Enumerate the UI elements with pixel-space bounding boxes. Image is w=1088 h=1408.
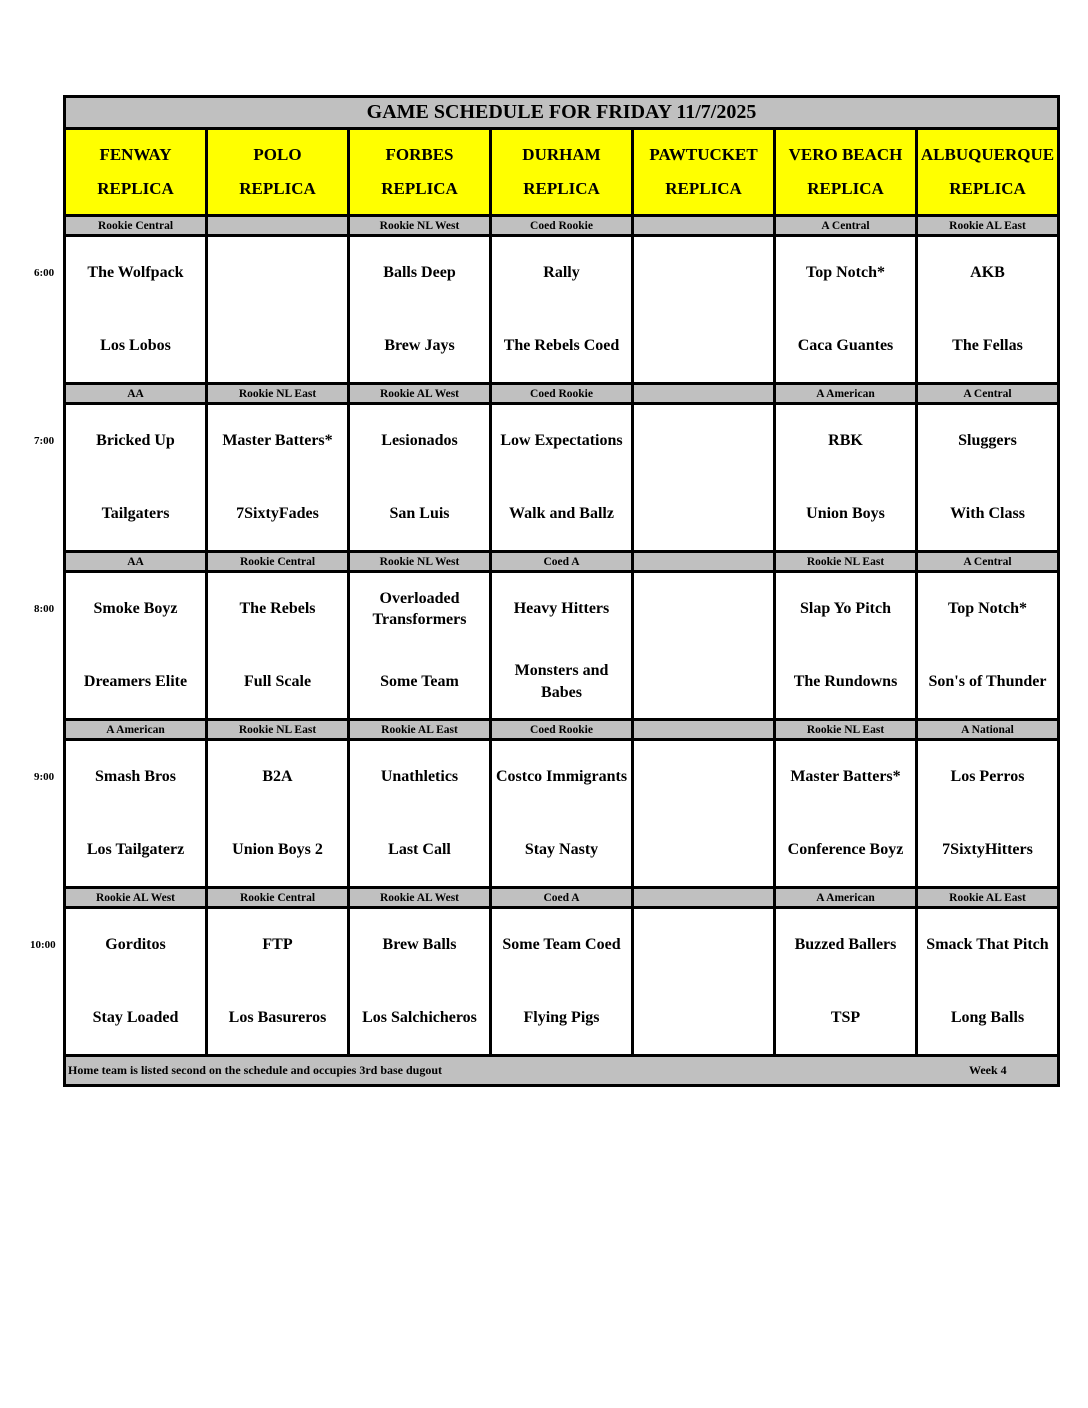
away-team: Buzzed Ballers xyxy=(794,936,897,954)
game-cell xyxy=(776,909,918,1054)
game-cell xyxy=(350,237,492,382)
home-team: Conference Boyz xyxy=(787,840,904,858)
game-cell xyxy=(634,741,776,886)
field-type: REPLICA xyxy=(97,178,174,198)
home-team xyxy=(634,478,773,551)
division-label xyxy=(634,553,776,570)
division-label: Rookie AL East xyxy=(949,219,1026,232)
home-team: Monsters and Babes xyxy=(514,662,609,701)
time-label: 7:00 xyxy=(34,435,55,447)
home-team: Long Balls xyxy=(950,1008,1025,1026)
away-team xyxy=(634,573,773,646)
time-slots xyxy=(66,217,1057,1057)
division-label: A National xyxy=(961,723,1014,736)
division-label: Rookie AL East xyxy=(350,721,492,738)
week-label: Week 4 xyxy=(969,1063,1007,1077)
division-label: A Central xyxy=(963,387,1012,400)
division-label: Rookie NL East xyxy=(208,385,350,402)
home-team: Caca Guantes xyxy=(797,336,894,354)
home-team: Some Team xyxy=(380,672,459,690)
field-type: REPLICA xyxy=(381,178,458,198)
game-cell xyxy=(208,909,350,1054)
away-team: Heavy Hitters xyxy=(513,600,610,618)
field-name: VERO BEACH xyxy=(788,145,903,165)
away-team: Balls Deep xyxy=(383,264,456,282)
division-label: Rookie NL East xyxy=(208,721,350,738)
time-label: 9:00 xyxy=(34,771,55,783)
away-team xyxy=(634,405,773,478)
field-type: REPLICA xyxy=(807,178,884,198)
home-team: Los Salchicheros xyxy=(362,1008,477,1026)
field-name: ALBUQUERQUE xyxy=(920,145,1055,165)
away-team: Rally xyxy=(543,264,580,282)
game-cell xyxy=(492,909,634,1054)
division-label: Coed A xyxy=(492,889,634,906)
game-cell xyxy=(66,909,208,1054)
game-row xyxy=(66,405,1057,553)
away-team: Slap Yo Pitch xyxy=(800,600,891,618)
division-label: Rookie AL East xyxy=(949,891,1026,904)
game-cell xyxy=(350,909,492,1054)
division-label: A Central xyxy=(963,555,1012,568)
away-team: Top Notch* xyxy=(948,600,1027,618)
home-team: Flying Pigs xyxy=(523,1008,600,1026)
game-row xyxy=(66,573,1057,721)
away-team: RBK xyxy=(828,432,863,450)
home-team: 7SixtyFades xyxy=(236,504,319,522)
home-team: With Class xyxy=(950,504,1025,522)
home-team: Tailgaters xyxy=(101,504,170,522)
away-team: B2A xyxy=(262,768,293,786)
field-name: DURHAM xyxy=(522,145,601,165)
home-team xyxy=(634,814,773,887)
game-cell xyxy=(208,741,350,886)
division-row xyxy=(66,721,1057,741)
division-label: Rookie AL West xyxy=(350,889,492,906)
game-cell xyxy=(350,741,492,886)
division-row xyxy=(66,385,1057,405)
field-header-row xyxy=(66,130,1057,217)
game-cell xyxy=(208,237,350,382)
home-team: The Fellas xyxy=(952,336,1023,354)
home-team: Last Call xyxy=(388,840,451,858)
home-team xyxy=(634,982,773,1055)
field-type: REPLICA xyxy=(523,178,600,198)
away-team: Lesionados xyxy=(381,432,458,450)
division-row xyxy=(66,553,1057,573)
game-cell xyxy=(776,573,918,718)
away-team: Smash Bros xyxy=(94,768,177,786)
game-cell xyxy=(66,573,208,718)
division-label: AA xyxy=(66,385,208,402)
time-label: 10:00 xyxy=(30,939,56,951)
division-label: A Central xyxy=(776,217,918,234)
home-team: Brew Jays xyxy=(384,336,455,354)
away-team xyxy=(634,909,773,982)
away-team: Smack That Pitch xyxy=(926,936,1049,954)
game-cell xyxy=(634,405,776,550)
home-team xyxy=(634,310,773,383)
away-team: AKB xyxy=(970,264,1005,282)
game-cell xyxy=(492,741,634,886)
division-row xyxy=(66,217,1057,237)
home-team: San Luis xyxy=(389,504,450,522)
game-cell xyxy=(350,405,492,550)
game-cell xyxy=(492,237,634,382)
schedule-table xyxy=(63,95,1060,1087)
home-team: Son's of Thunder xyxy=(928,672,1047,690)
field-header xyxy=(208,130,350,214)
time-label: 8:00 xyxy=(34,603,55,615)
field-type: REPLICA xyxy=(239,178,316,198)
game-cell xyxy=(350,573,492,718)
division-label: Rookie Central xyxy=(208,553,350,570)
away-team: The Wolfpack xyxy=(87,264,184,282)
home-team: Union Boys xyxy=(806,504,885,522)
field-name: FENWAY xyxy=(99,145,172,165)
division-label xyxy=(634,385,776,402)
field-header xyxy=(492,130,634,214)
time-label: 6:00 xyxy=(34,267,55,279)
division-label: A American xyxy=(776,385,918,402)
game-cell xyxy=(776,237,918,382)
division-label xyxy=(634,889,776,906)
home-team: Dreamers Elite xyxy=(83,672,188,690)
away-team: Los Perros xyxy=(950,768,1025,786)
division-label: Coed A xyxy=(492,553,634,570)
division-label: Rookie AL West xyxy=(350,385,492,402)
away-team: Sluggers xyxy=(958,432,1017,450)
division-label xyxy=(634,721,776,738)
game-row xyxy=(66,909,1057,1057)
game-cell xyxy=(918,237,1057,382)
division-label xyxy=(634,217,776,234)
division-label: Rookie NL East xyxy=(776,553,918,570)
home-team xyxy=(208,310,347,383)
division-label: Rookie NL West xyxy=(350,217,492,234)
division-label: Rookie AL West xyxy=(66,889,208,906)
game-cell xyxy=(66,405,208,550)
division-label: A American xyxy=(66,721,208,738)
field-type: REPLICA xyxy=(949,178,1026,198)
away-team: Top Notch* xyxy=(806,264,885,282)
home-team: 7SixtyHitters xyxy=(942,840,1033,858)
away-team: The Rebels xyxy=(239,600,316,618)
division-label: Rookie NL West xyxy=(350,553,492,570)
field-name: POLO xyxy=(253,145,302,165)
away-team: FTP xyxy=(262,936,293,954)
game-cell xyxy=(492,573,634,718)
field-type: REPLICA xyxy=(665,178,742,198)
game-cell xyxy=(634,237,776,382)
away-team xyxy=(634,741,773,814)
home-team: Full Scale xyxy=(243,672,312,690)
game-row xyxy=(66,237,1057,385)
home-team xyxy=(634,646,773,719)
field-header xyxy=(634,130,776,214)
footer-note: Home team is listed second on the schedule and occupies 3rd base dugout xyxy=(68,1063,443,1077)
game-cell xyxy=(918,741,1057,886)
home-team: Union Boys 2 xyxy=(232,840,323,858)
game-cell xyxy=(776,741,918,886)
home-team: Stay Nasty xyxy=(524,840,599,858)
game-cell xyxy=(918,405,1057,550)
home-team: Los Basureros xyxy=(228,1008,327,1026)
division-label: AA xyxy=(66,553,208,570)
game-cell xyxy=(208,573,350,718)
away-team: Brew Balls xyxy=(382,936,457,954)
division-label: Rookie NL East xyxy=(776,721,918,738)
division-label: Rookie Central xyxy=(208,889,350,906)
away-team: Master Batters* xyxy=(222,432,333,450)
home-team: Stay Loaded xyxy=(92,1008,179,1026)
field-header xyxy=(776,130,918,214)
game-row xyxy=(66,741,1057,889)
away-team: Bricked Up xyxy=(96,432,175,450)
field-name: PAWTUCKET xyxy=(649,145,758,165)
away-team: Overloaded Transformers xyxy=(372,589,467,629)
away-team: Unathletics xyxy=(380,768,459,786)
away-team: Gorditos xyxy=(105,936,166,954)
away-team: Master Batters* xyxy=(790,768,901,786)
game-cell xyxy=(66,237,208,382)
game-cell xyxy=(208,405,350,550)
home-team: The Rebels Coed xyxy=(503,336,620,354)
division-label: Rookie Central xyxy=(66,217,208,234)
game-cell xyxy=(918,573,1057,718)
game-cell xyxy=(492,405,634,550)
away-team xyxy=(634,237,773,310)
field-header xyxy=(918,130,1057,214)
away-team: Costco Immigrants xyxy=(495,768,628,786)
division-label: A American xyxy=(776,889,918,906)
game-cell xyxy=(776,405,918,550)
away-team: Low Expectations xyxy=(500,432,623,450)
division-label: Coed Rookie xyxy=(492,385,634,402)
home-team: Los Lobos xyxy=(100,336,171,354)
game-cell xyxy=(66,741,208,886)
schedule-title: GAME SCHEDULE FOR FRIDAY 11/7/2025 xyxy=(66,98,1057,130)
field-header xyxy=(66,130,208,214)
game-cell xyxy=(634,573,776,718)
game-cell xyxy=(634,909,776,1054)
division-label: Coed Rookie xyxy=(492,217,634,234)
home-team: The Rundowns xyxy=(793,672,898,690)
away-team: Some Team Coed xyxy=(502,936,621,954)
footer-row xyxy=(66,1057,1057,1084)
division-label: Coed Rookie xyxy=(492,721,634,738)
field-name: FORBES xyxy=(385,145,454,165)
home-team: Walk and Ballz xyxy=(509,504,614,522)
division-label xyxy=(208,217,350,234)
away-team xyxy=(208,237,347,310)
game-cell xyxy=(918,909,1057,1054)
home-team: Los Tailgaterz xyxy=(86,840,185,858)
home-team: TSP xyxy=(830,1008,861,1026)
away-team: Smoke Boyz xyxy=(93,600,178,618)
field-header xyxy=(350,130,492,214)
division-row xyxy=(66,889,1057,909)
